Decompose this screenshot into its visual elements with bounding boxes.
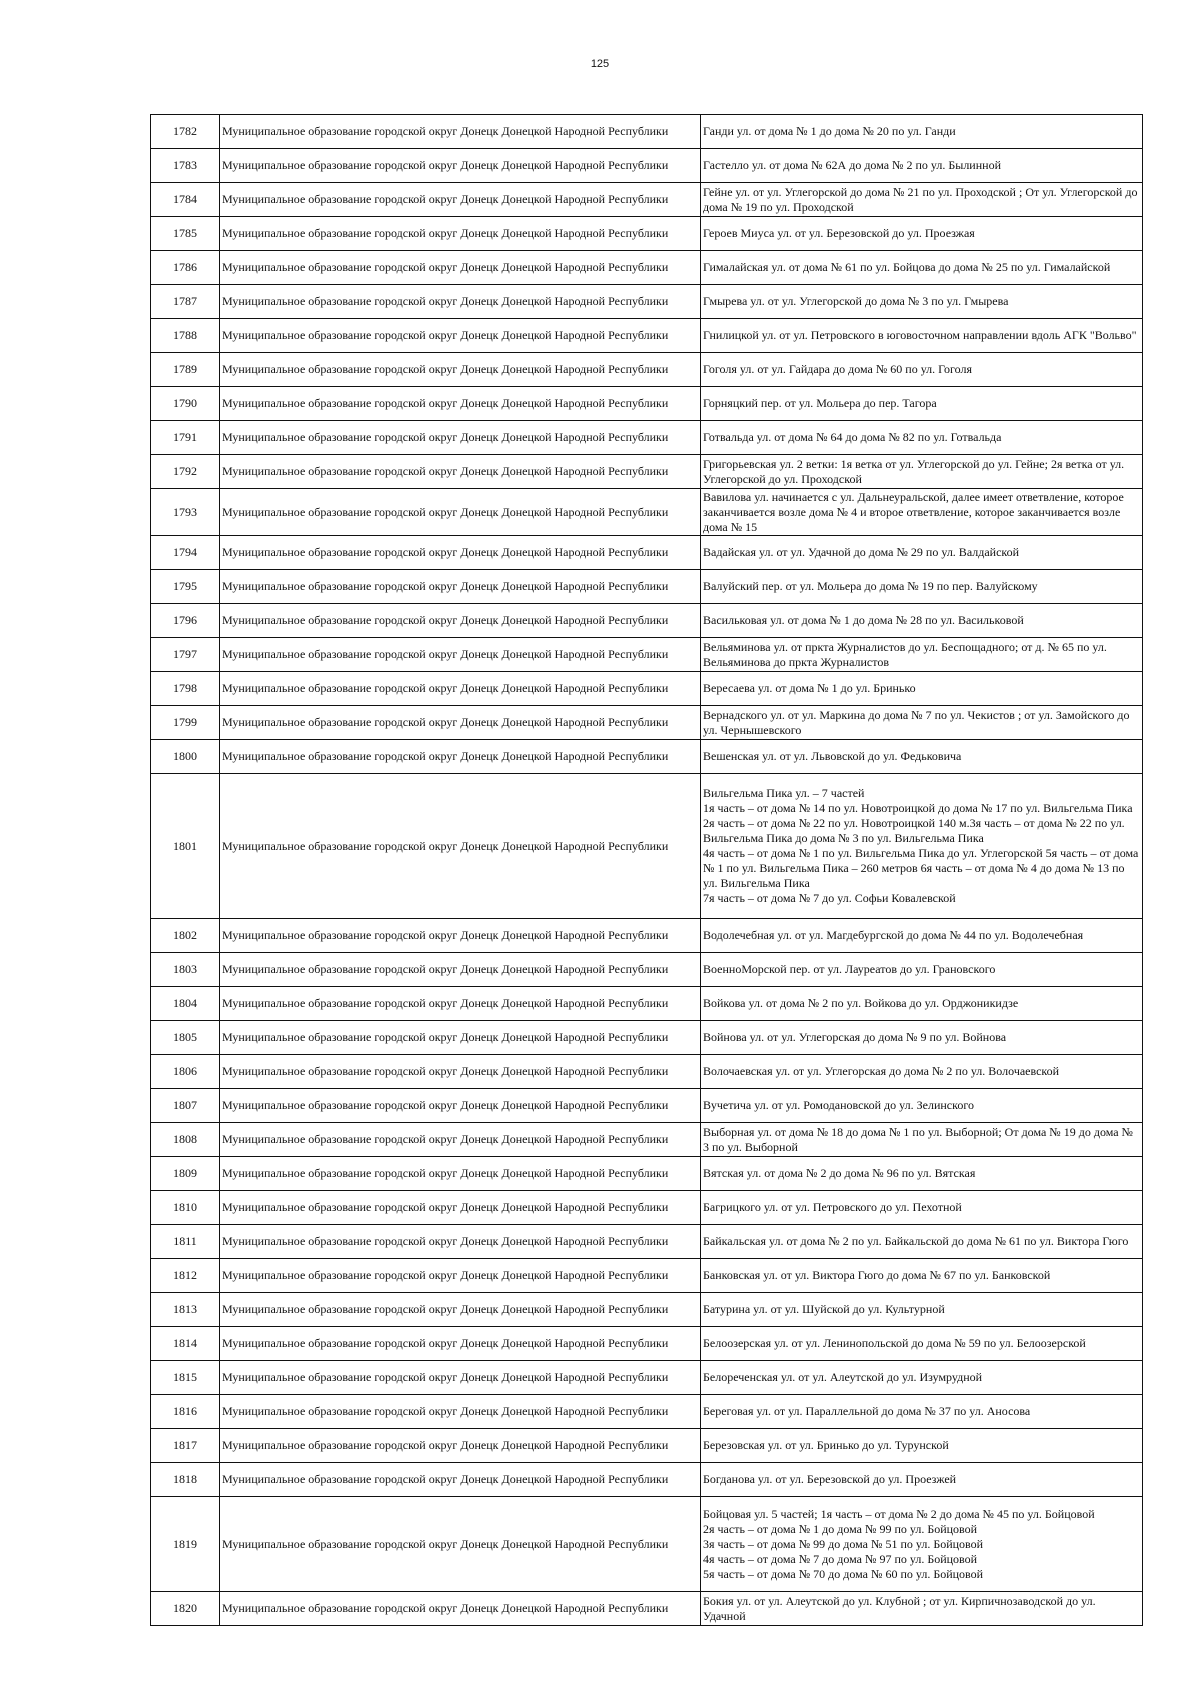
organization-name: Муниципальное образование городской округ Донецк Донецкой Народной Республики xyxy=(220,919,701,953)
row-number: 1814 xyxy=(151,1327,220,1361)
organization-name: Муниципальное образование городской округ Донецк Донецкой Народной Республики xyxy=(220,319,701,353)
street-description: Готвальда ул. от дома № 64 до дома № 82 по ул. Готвальда xyxy=(701,421,1143,455)
row-number: 1787 xyxy=(151,285,220,319)
organization-name: Муниципальное образование городской округ Донецк Донецкой Народной Республики xyxy=(220,987,701,1021)
table-row xyxy=(151,1327,1143,1361)
row-number: 1812 xyxy=(151,1259,220,1293)
row-number: 1785 xyxy=(151,217,220,251)
table-row xyxy=(151,604,1143,638)
row-number: 1803 xyxy=(151,953,220,987)
organization-name: Муниципальное образование городской округ Донецк Донецкой Народной Республики xyxy=(220,1293,701,1327)
row-number: 1805 xyxy=(151,1021,220,1055)
row-number: 1783 xyxy=(151,149,220,183)
table-row xyxy=(151,953,1143,987)
row-number: 1809 xyxy=(151,1157,220,1191)
street-part-line: 5я часть – от дома № 70 до дома № 60 по ул. Бойцовой xyxy=(703,1566,984,1581)
street-description: Банковская ул. от ул. Виктора Гюго до дома № 67 по ул. Банковской xyxy=(701,1259,1143,1293)
street-description: Бокия ул. от ул. Алеутской до ул. Клубной ; от ул. Кирпичнозаводской до ул. Удачной xyxy=(701,1592,1143,1626)
row-number: 1818 xyxy=(151,1463,220,1497)
row-number: 1784 xyxy=(151,183,220,217)
street-description: Вересаева ул. от дома № 1 до ул. Бринько xyxy=(701,672,1143,706)
table-row xyxy=(151,1225,1143,1259)
street-description: Вернадского ул. от ул. Маркина до дома № 7 по ул. Чекистов ; от ул. Замойского до ул. Чернышевского xyxy=(701,706,1143,740)
street-description: Водолечебная ул. от ул. Магдебургской до дома № 44 по ул. Водолечебная xyxy=(701,919,1143,953)
table-row xyxy=(151,1592,1143,1626)
street-description: Валуйский пер. от ул. Мольера до дома № 19 по пер. Валуйскому xyxy=(701,570,1143,604)
organization-name: Муниципальное образование городской округ Донецк Донецкой Народной Республики xyxy=(220,149,701,183)
organization-name: Муниципальное образование городской округ Донецк Донецкой Народной Республики xyxy=(220,774,701,919)
row-number: 1799 xyxy=(151,706,220,740)
street-description: Гастелло ул. от дома № 62А до дома № 2 по ул. Былинной xyxy=(701,149,1143,183)
organization-name: Муниципальное образование городской округ Донецк Донецкой Народной Республики xyxy=(220,706,701,740)
table-row xyxy=(151,1021,1143,1055)
organization-name: Муниципальное образование городской округ Донецк Донецкой Народной Республики xyxy=(220,638,701,672)
row-number: 1811 xyxy=(151,1225,220,1259)
registry-table xyxy=(150,114,1143,1626)
street-description: Батурина ул. от ул. Шуйской до ул. Культурной xyxy=(701,1293,1143,1327)
table-row xyxy=(151,1259,1143,1293)
row-number: 1797 xyxy=(151,638,220,672)
street-description: Береговая ул. от ул. Параллельной до дома № 37 по ул. Аносова xyxy=(701,1395,1143,1429)
organization-name: Муниципальное образование городской округ Донецк Донецкой Народной Республики xyxy=(220,1327,701,1361)
table-row xyxy=(151,672,1143,706)
organization-name: Муниципальное образование городской округ Донецк Донецкой Народной Республики xyxy=(220,1191,701,1225)
row-number: 1793 xyxy=(151,489,220,536)
row-number: 1794 xyxy=(151,536,220,570)
organization-name: Муниципальное образование городской округ Донецк Донецкой Народной Республики xyxy=(220,183,701,217)
table-row xyxy=(151,1361,1143,1395)
table-row xyxy=(151,1463,1143,1497)
organization-name: Муниципальное образование городской округ Донецк Донецкой Народной Республики xyxy=(220,115,701,149)
street-description: Вельяминова ул. от пркта Журналистов до ул. Беспощадного; от д. № 65 по ул. Вельяминова до пркта Журналистов xyxy=(701,638,1143,672)
registry-table-body xyxy=(151,115,1143,1626)
street-description: Белореченская ул. от ул. Алеутской до ул. Изумрудной xyxy=(701,1361,1143,1395)
table-row xyxy=(151,1497,1143,1592)
row-number: 1788 xyxy=(151,319,220,353)
row-number: 1807 xyxy=(151,1089,220,1123)
street-part-line: 3я часть – от дома № 99 до дома № 51 по ул. Бойцовой xyxy=(703,1536,984,1551)
street-part-line: 7я часть – от дома № 7 до ул. Софьи Ковалевской xyxy=(703,891,956,905)
table-row xyxy=(151,149,1143,183)
table-row xyxy=(151,1191,1143,1225)
row-number: 1789 xyxy=(151,353,220,387)
table-row xyxy=(151,1395,1143,1429)
street-part-line: 2я часть – от дома № 1 до дома № 99 по ул. Бойцовой xyxy=(703,1521,978,1536)
street-description: Войкова ул. от дома № 2 по ул. Войкова до ул. Орджоникидзе xyxy=(701,987,1143,1021)
organization-name: Муниципальное образование городской округ Донецк Донецкой Народной Республики xyxy=(220,1361,701,1395)
street-part-line: 4я часть – от дома № 7 до дома № 97 по ул. Бойцовой xyxy=(703,1551,978,1566)
street-description: Белоозерская ул. от ул. Ленинопольской до дома № 59 по ул. Белоозерской xyxy=(701,1327,1143,1361)
organization-name: Муниципальное образование городской округ Донецк Донецкой Народной Республики xyxy=(220,1055,701,1089)
row-number: 1782 xyxy=(151,115,220,149)
row-number: 1790 xyxy=(151,387,220,421)
organization-name: Муниципальное образование городской округ Донецк Донецкой Народной Республики xyxy=(220,1089,701,1123)
street-description: Васильковая ул. от дома № 1 до дома № 28 по ул. Васильковой xyxy=(701,604,1143,638)
row-number: 1804 xyxy=(151,987,220,1021)
street-description: Горняцкий пер. от ул. Мольера до пер. Тагора xyxy=(701,387,1143,421)
organization-name: Муниципальное образование городской округ Донецк Донецкой Народной Республики xyxy=(220,217,701,251)
row-number: 1810 xyxy=(151,1191,220,1225)
row-number: 1813 xyxy=(151,1293,220,1327)
street-description xyxy=(701,1497,1143,1592)
table-row xyxy=(151,706,1143,740)
street-description: Байкальская ул. от дома № 2 по ул. Байкальской до дома № 61 по ул. Виктора Гюго xyxy=(701,1225,1143,1259)
street-part-line: 1я часть – от дома № 14 по ул. Новотроицкой до дома № 17 по ул. Вильгельма Пика xyxy=(703,801,1133,815)
table-row xyxy=(151,919,1143,953)
row-number: 1806 xyxy=(151,1055,220,1089)
table-row xyxy=(151,489,1143,536)
street-part-line: 4я часть – от дома № 1 по ул. Вильгельма Пика до ул. Углегорской 5я часть – от дома № 1 по ул. Вильгельма Пика – 260 метров 6я часть – от дома № 4 до дома № 13 по ул. Вильгельма Пика xyxy=(703,846,1139,890)
street-description: Богданова ул. от ул. Березовской до ул. Проезжей xyxy=(701,1463,1143,1497)
table-row xyxy=(151,638,1143,672)
organization-name: Муниципальное образование городской округ Донецк Донецкой Народной Республики xyxy=(220,672,701,706)
table-row xyxy=(151,1089,1143,1123)
organization-name: Муниципальное образование городской округ Донецк Донецкой Народной Республики xyxy=(220,387,701,421)
table-row xyxy=(151,319,1143,353)
street-description: Вадайская ул. от ул. Удачной до дома № 29 по ул. Валдайской xyxy=(701,536,1143,570)
street-description: Гоголя ул. от ул. Гайдара до дома № 60 по ул. Гоголя xyxy=(701,353,1143,387)
organization-name: Муниципальное образование городской округ Донецк Донецкой Народной Республики xyxy=(220,1592,701,1626)
organization-name: Муниципальное образование городской округ Донецк Донецкой Народной Республики xyxy=(220,1021,701,1055)
organization-name: Муниципальное образование городской округ Донецк Донецкой Народной Республики xyxy=(220,570,701,604)
street-description: Вучетича ул. от ул. Ромодановской до ул. Зелинского xyxy=(701,1089,1143,1123)
table-row xyxy=(151,1293,1143,1327)
street-description: ВоенноМорской пер. от ул. Лауреатов до ул. Грановского xyxy=(701,953,1143,987)
row-number: 1796 xyxy=(151,604,220,638)
row-number: 1808 xyxy=(151,1123,220,1157)
street-description: Гейне ул. от ул. Углегорской до дома № 21 по ул. Проходской ; От ул. Углегорской до дома № 19 по ул. Проходской xyxy=(701,183,1143,217)
organization-name: Муниципальное образование городской округ Донецк Донецкой Народной Республики xyxy=(220,1429,701,1463)
row-number: 1816 xyxy=(151,1395,220,1429)
street-description: Багрицкого ул. от ул. Петровского до ул. Пехотной xyxy=(701,1191,1143,1225)
table-row xyxy=(151,115,1143,149)
table-row xyxy=(151,387,1143,421)
organization-name: Муниципальное образование городской округ Донецк Донецкой Народной Республики xyxy=(220,1497,701,1592)
row-number: 1815 xyxy=(151,1361,220,1395)
table-row xyxy=(151,217,1143,251)
row-number: 1791 xyxy=(151,421,220,455)
row-number: 1786 xyxy=(151,251,220,285)
organization-name: Муниципальное образование городской округ Донецк Донецкой Народной Республики xyxy=(220,1463,701,1497)
table-row xyxy=(151,987,1143,1021)
organization-name: Муниципальное образование городской округ Донецк Донецкой Народной Республики xyxy=(220,740,701,774)
street-description: Волочаевская ул. от ул. Углегорская до дома № 2 по ул. Волочаевской xyxy=(701,1055,1143,1089)
organization-name: Муниципальное образование городской округ Донецк Донецкой Народной Республики xyxy=(220,421,701,455)
row-number: 1819 xyxy=(151,1497,220,1592)
street-description: Гнилицкой ул. от ул. Петровского в юговосточном направлении вдоль АГК "Вольво" xyxy=(701,319,1143,353)
table-row xyxy=(151,1055,1143,1089)
table-row xyxy=(151,774,1143,919)
street-description: Героев Миуса ул. от ул. Березовской до ул. Проезжая xyxy=(701,217,1143,251)
organization-name: Муниципальное образование городской округ Донецк Донецкой Народной Республики xyxy=(220,285,701,319)
organization-name: Муниципальное образование городской округ Донецк Донецкой Народной Республики xyxy=(220,455,701,489)
street-description: Войнова ул. от ул. Углегорская до дома № 9 по ул. Войнова xyxy=(701,1021,1143,1055)
row-number: 1801 xyxy=(151,774,220,919)
street-description: Вятская ул. от дома № 2 до дома № 96 по ул. Вятская xyxy=(701,1157,1143,1191)
row-number: 1798 xyxy=(151,672,220,706)
organization-name: Муниципальное образование городской округ Донецк Донецкой Народной Республики xyxy=(220,353,701,387)
street-part-line: 2я часть – от дома № 22 по ул. Новотроицкой 140 м.3я часть – от дома № 22 по ул. Вильгельма Пика до дома № 3 по ул. Вильгельма Пика xyxy=(703,816,1125,845)
row-number: 1820 xyxy=(151,1592,220,1626)
street-description: Григорьевская ул. 2 ветки: 1я ветка от ул. Углегорской до ул. Гейне; 2я ветка от ул. Углегорской до ул. Проходской xyxy=(701,455,1143,489)
organization-name: Муниципальное образование городской округ Донецк Донецкой Народной Республики xyxy=(220,251,701,285)
table-row xyxy=(151,421,1143,455)
organization-name: Муниципальное образование городской округ Донецк Донецкой Народной Республики xyxy=(220,489,701,536)
table-row xyxy=(151,1123,1143,1157)
table-row xyxy=(151,455,1143,489)
street-description: Ганди ул. от дома № 1 до дома № 20 по ул. Ганди xyxy=(701,115,1143,149)
street-description: Березовская ул. от ул. Бринько до ул. Турунской xyxy=(701,1429,1143,1463)
table-row xyxy=(151,740,1143,774)
organization-name: Муниципальное образование городской округ Донецк Донецкой Народной Республики xyxy=(220,1395,701,1429)
row-number: 1795 xyxy=(151,570,220,604)
table-row xyxy=(151,536,1143,570)
organization-name: Муниципальное образование городской округ Донецк Донецкой Народной Республики xyxy=(220,1157,701,1191)
table-row xyxy=(151,570,1143,604)
street-description: Вешенская ул. от ул. Львовской до ул. Федьковича xyxy=(701,740,1143,774)
organization-name: Муниципальное образование городской округ Донецк Донецкой Народной Республики xyxy=(220,953,701,987)
table-row xyxy=(151,251,1143,285)
table-row xyxy=(151,285,1143,319)
row-number: 1817 xyxy=(151,1429,220,1463)
organization-name: Муниципальное образование городской округ Донецк Донецкой Народной Республики xyxy=(220,1123,701,1157)
street-description: Гималайская ул. от дома № 61 по ул. Бойцова до дома № 25 по ул. Гималайской xyxy=(701,251,1143,285)
page-number: 125 xyxy=(590,58,610,70)
row-number: 1792 xyxy=(151,455,220,489)
organization-name: Муниципальное образование городской округ Донецк Донецкой Народной Республики xyxy=(220,536,701,570)
table-row xyxy=(151,183,1143,217)
organization-name: Муниципальное образование городской округ Донецк Донецкой Народной Республики xyxy=(220,604,701,638)
street-description: Вавилова ул. начинается с ул. Дальнеуральской, далее имеет ответвление, которое заканчивается возле дома № 4 и второе ответвление, которое заканчивается возле дома № 15 xyxy=(701,489,1143,536)
street-description: Гмырева ул. от ул. Углегорской до дома № 3 по ул. Гмырева xyxy=(701,285,1143,319)
table-row xyxy=(151,353,1143,387)
table-row xyxy=(151,1157,1143,1191)
street-description xyxy=(701,774,1143,919)
organization-name: Муниципальное образование городской округ Донецк Донецкой Народной Республики xyxy=(220,1225,701,1259)
row-number: 1802 xyxy=(151,919,220,953)
row-number: 1800 xyxy=(151,740,220,774)
organization-name: Муниципальное образование городской округ Донецк Донецкой Народной Республики xyxy=(220,1259,701,1293)
street-part-line: Бойцовая ул. 5 частей; 1я часть – от дома № 2 до дома № 45 по ул. Бойцовой xyxy=(703,1506,1095,1521)
street-part-line: Вильгельма Пика ул. – 7 частей xyxy=(703,786,865,800)
table-row xyxy=(151,1429,1143,1463)
street-description: Выборная ул. от дома № 18 до дома № 1 по ул. Выборной; От дома № 19 до дома № 3 по ул. Выборной xyxy=(701,1123,1143,1157)
